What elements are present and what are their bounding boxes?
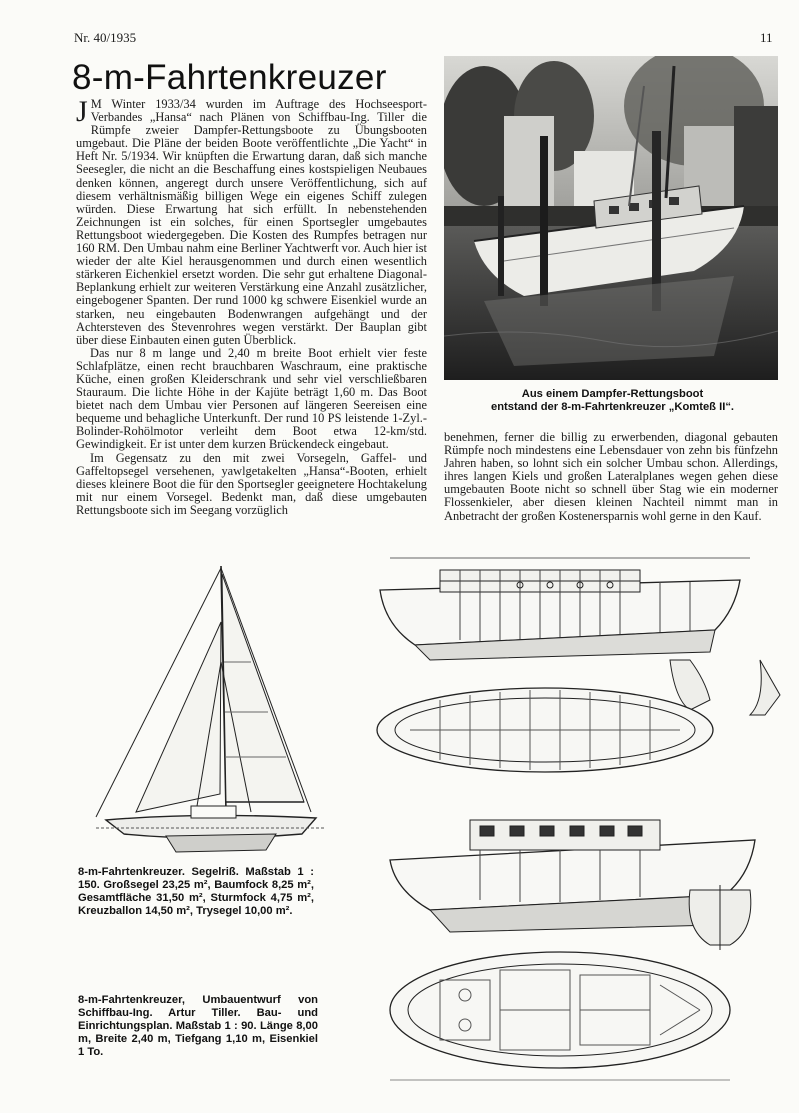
construction-plan-caption: 8-m-Fahrtenkreuzer, Umbauentwurf von Schiffbau-Ing. Artur Tiller. Bau- und Einrichtungsplan. Maßstab 1 : 90. Länge 8,00 m, Breite 2,40 m, Tiefgang 1,10 m, Eisenkiel 1 To.: [78, 994, 318, 1058]
article-body-left-column: [76, 98, 427, 544]
construction-plans-drawing: [370, 540, 785, 1095]
photo-caption-line-1: Aus einem Dampfer-Rettungsboot: [521, 388, 704, 400]
sail-plan-caption: 8-m-Fahrtenkreuzer. Segelriß. Maßstab 1 : 150. Großsegel 23,25 m², Baumfock 8,25 m², Gesamtfläche 31,50 m², Sturmfock 4,75 m², Kreuzballon 14,50 m², Trysegel 10,00 m².: [78, 866, 314, 917]
paragraph-1: M Winter 1933/34 wurden im Auftrage des Hochseesport-Verbandes „Hansa“ nach Plänen von Schiffbau-Ing. Tiller die Rümpfe zweier Dampfer-Rettungsboote zu Übungsbooten umgebaut. Die Pläne der beiden Boote veröffentlichte „Die Yacht“ in Heft Nr. 5/1934. Wir knüpften die Erwartung daran, daß sich manche Seesegler, die nicht an die Beschaffung eines kostspieligen Neubaues denken können, angeregt durch unsere Veröffentlichung, sich auf diesem verhältnismäßig billigen Wege ein eigenes Schiff zulegen würden. Diese Erwartung hat sich erfüllt. In nebenstehenden Zeichnungen ist ein solches, für einen Sportsegler umgebautes Rettungsboot wiedergegeben. Die Kosten des Rumpfes betragen nur 160 RM. Den Umbau nahm eine Berliner Yachtwerft vor. Auch hier ist wieder der alte Kiel herausgenommen und durch einen wesentlich stärkeren Eichenkiel ersetzt worden. Die sehr gut erhaltene Diagonal-Beplankung erhielt zur weiteren Verstärkung eine Anzahl zusätzlicher, eingebogener Spanten. Der rund 1000 kg schwere Eisenkiel wurde an starken, neu eingebauten Bodenwrangen aufgehängt und der Achtersteven des Stevenrohres wegen verstärkt. Der Bauplan gibt über diese Einbauten einen guten Überblick.: [76, 98, 427, 347]
article-title: 8-m-Fahrtenkreuzer: [72, 58, 387, 97]
issue-number: Nr. 40/1935: [74, 30, 137, 45]
photo-caption-line-2: entstand der 8-m-Fahrtenkreuzer „Komteß II“.: [490, 401, 735, 413]
paragraph-3: Im Gegensatz zu den mit zwei Vorsegeln, Gaffel- und Gaffeltopsegel versehenen, yawlgetakelten „Hansa“-Booten, erhielt dieses kleinere Boot die für den Sportsegler geeignetere Hochtakelung mit nur einem Vorsegel. Bedenkt man, daß diese umgebauten Rettungsboote sich im Seegang vorzüglich: [76, 450, 427, 517]
photo-caption: [470, 388, 755, 414]
page-number: 11: [760, 30, 773, 45]
paragraph-2: Das nur 8 m lange und 2,40 m breite Boot erhielt vier feste Schlafplätze, einen recht brauchbaren Waschraum, eine praktische Küche, einen großen Kleiderschrank und sehr viel verschließbaren Stauraum. Die lichte Höhe in der Kajüte beträgt 1,60 m. Das Boot bietet nach dem Umbau vier Personen auf längeren Seereisen eine bequeme und behagliche Unterkunft. Der rund 10 PS leistende 1-Zyl.-Bolinder-Rohölmotor verleiht dem Boot etwa 12-km/std. Gewindigkeit. Er ist unter dem kurzen Brückendeck eingebaut.: [76, 345, 427, 452]
boat-photo: [444, 56, 778, 380]
article-body-right-column: [444, 431, 778, 551]
paragraph-continued: benehmen, ferner die billig zu erwerbenden, diagonal gebauten Rümpfe noch mindestens eine Lebensdauer von zehn bis fünfzehn Jahren haben, so lohnt sich ein solcher Umbau schon. Allerdings, ihres langen Kiels und großen Lateralplanes wegen gehen diese umgebauten Boote nicht so schnell über Stag wie ein moderner Flossenkieler, aber diesen kleinen Nachteil nimmt man in Anbetracht der großen Kostenersparnis wohl gerne in den Kauf.: [444, 431, 778, 523]
drop-cap: J: [76, 98, 88, 128]
sail-plan-drawing: [76, 562, 326, 858]
